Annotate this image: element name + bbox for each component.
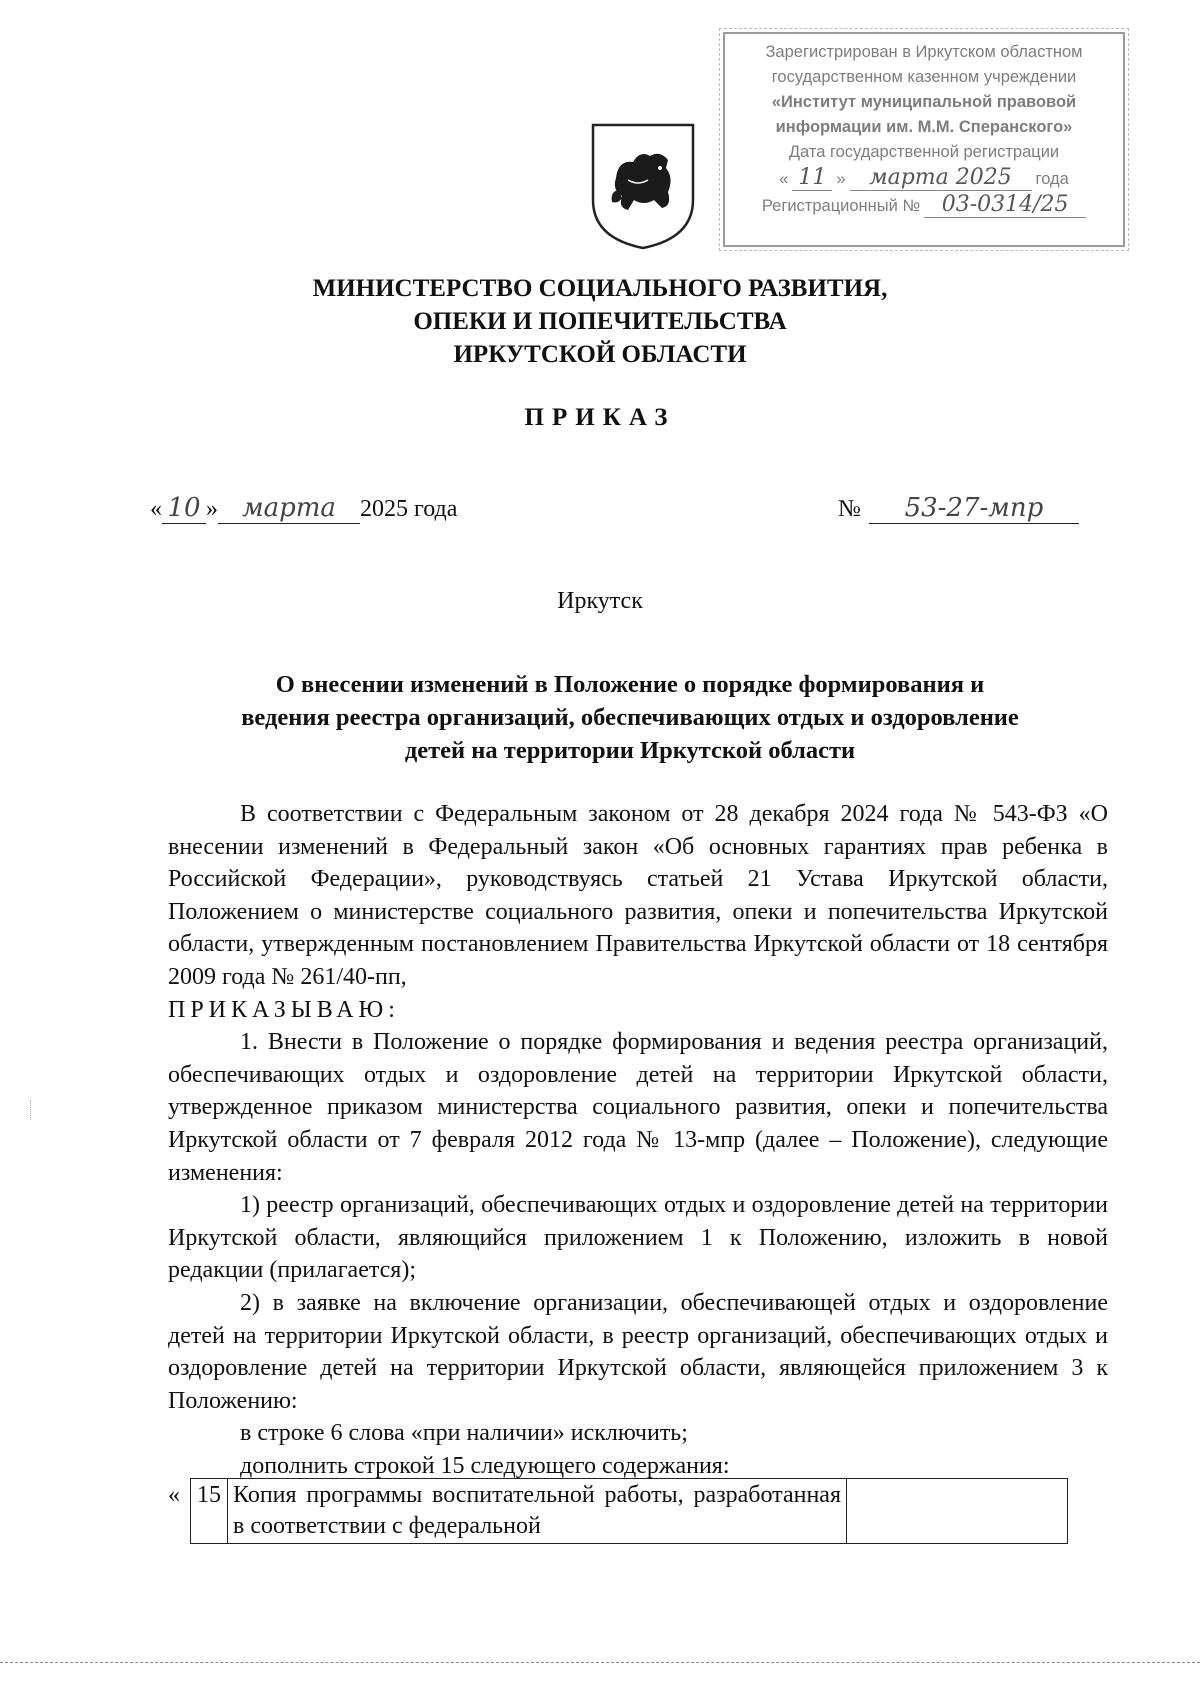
- ministry-header-line: ИРКУТСКОЙ ОБЛАСТИ: [453, 341, 747, 368]
- item-1-2-paragraph: 2) в заявке на включение организации, обеспечивающей отдых и оздоровление детей на территории Иркутской области, в реестр организаций, обеспечивающих отдых и оздоровление детей на территории Иркутской области, являющейся приложением 3 к Положению:: [168, 1289, 1108, 1414]
- table-row: [191, 1479, 1068, 1544]
- stamp-reg-label: Регистрационный №: [761, 197, 921, 215]
- order-title: ПРИКАЗ: [524, 404, 676, 431]
- number-value: 53-27-мпр: [869, 493, 1079, 524]
- stamp-date-day: 11: [792, 165, 832, 191]
- stamp-line: Дата государственной регистрации: [788, 143, 1060, 161]
- item-1-1-paragraph: 1) реестр организаций, обеспечивающих отдых и оздоровление детей на территории Иркутской области, являющийся приложением 1 к Положению, изложить в новой редакции (прилагается);: [168, 1192, 1108, 1284]
- number-label: №: [838, 496, 861, 522]
- table-cell-number: 15: [191, 1479, 228, 1544]
- subject-line: детей на территории Иркутской области: [404, 737, 856, 764]
- stamp-line: Зарегистрирован в Иркутском областном: [765, 43, 1083, 61]
- stamp-line: информации им. М.М. Сперанского»: [775, 118, 1073, 136]
- city: Иркутск: [557, 588, 643, 614]
- stamp-date-line: [725, 165, 1123, 192]
- ministry-header-line: ОПЕКИ И ПОПЕЧИТЕЛЬСТВА: [413, 308, 787, 335]
- subject-line: О внесении изменений в Положение о порядке формирования и: [275, 671, 985, 698]
- stamp-date-suffix: года: [1035, 170, 1069, 188]
- stamp-line: государственном казенном учреждении: [771, 68, 1077, 86]
- stamp-line: «Институт муниципальной правовой: [771, 93, 1077, 111]
- stamp-date-month-year: марта 2025: [850, 165, 1032, 191]
- sub-b-paragraph: дополнить строкой 15 следующего содержания:: [240, 1452, 730, 1479]
- coat-of-arms-icon: [588, 120, 698, 252]
- scan-bottom-edge: [0, 1662, 1200, 1663]
- order-word: ПРИКАЗЫВАЮ:: [168, 996, 400, 1023]
- ministry-header-line: МИНИСТЕРСТВО СОЦИАЛЬНОГО РАЗВИТИЯ,: [312, 275, 888, 302]
- table: [190, 1478, 1068, 1544]
- ministry-header: [0, 272, 1200, 371]
- sub-a-paragraph: в строке 6 слова «при наличии» исключить;: [240, 1420, 688, 1447]
- registration-stamp: [723, 32, 1125, 247]
- stamp-reg-number: 03-0314/25: [924, 192, 1086, 218]
- stamp-date-mid: »: [836, 170, 846, 188]
- scan-margin-mark: [30, 1100, 39, 1120]
- subject-line: ведения реестра организаций, обеспечивающих отдых и оздоровление: [241, 704, 1019, 731]
- date-day: 10: [162, 493, 206, 524]
- date-close-quote: »: [206, 496, 218, 522]
- order-number: [838, 493, 1079, 524]
- table-open-quote: «: [168, 1482, 180, 1508]
- table-cell-value: [847, 1479, 1068, 1544]
- date-month: марта: [218, 493, 360, 524]
- date-open-quote: «: [150, 496, 162, 522]
- stamp-reg-line: [725, 192, 1123, 219]
- stamp-date-open: «: [779, 170, 789, 188]
- date-year: 2025 года: [360, 496, 458, 522]
- item-1-paragraph: 1. Внести в Положение о порядке формирования и ведения реестра организаций, обеспечивающих отдых и оздоровление детей на территории Иркутской области, утвержденное приказом министерства социального развития, опеки и попечительства Иркутской области от 7 февраля 2012 года № 13-мпр (далее – Положение), следующие изменения:: [168, 1029, 1108, 1186]
- table-cell-text: Копия программы воспитательной работы, разработанная в соответствии с федеральной: [228, 1479, 847, 1544]
- amendment-table: [168, 1478, 1068, 1544]
- order-body: [168, 798, 1108, 1482]
- order-subject: [150, 668, 1110, 767]
- order-date: [150, 493, 457, 524]
- preamble-paragraph: В соответствии с Федеральным законом от 28 декабря 2024 года № 543-ФЗ «О внесении изменений в Федеральный закон «Об основных гарантиях прав ребенка в Российской Федерации», руководствуясь статьей 21 Устава Иркутской области, Положением о министерстве социального развития, опеки и попечительства Иркутской области, утвержденным постановлением Правительства Иркутской области от 18 сентября 2009 года № 261/40-пп,: [168, 801, 1108, 990]
